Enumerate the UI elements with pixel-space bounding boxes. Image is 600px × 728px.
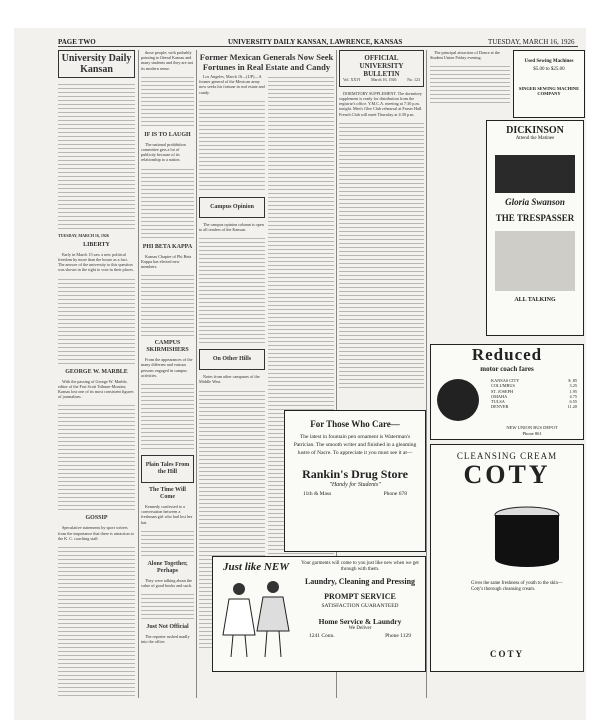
- plain-tales-text-block: [141, 528, 194, 558]
- bus-depot-name: NEW UNION BUS DEPOT: [506, 425, 558, 430]
- feature-heading: PHI BETA KAPPA: [142, 243, 193, 250]
- waterman-ad-headline: For Those Who Care—: [310, 419, 400, 429]
- rankin-store-name: Rankin's Drug Store: [302, 467, 408, 481]
- fare-list: [491, 378, 577, 410]
- just-like-new-text: Just like NEW: [222, 561, 289, 573]
- feature-text-block: [141, 74, 194, 129]
- coty-footer-logo: COTY: [489, 649, 524, 659]
- header-rule: [58, 46, 578, 47]
- coty-brand-name: COTY: [463, 460, 551, 489]
- feature-text: those people; with probably pointing to liberal Kansas and many students and they are not its modern sense.: [141, 50, 193, 71]
- dickinson-theatre-ad: [486, 120, 584, 336]
- fare-price: 3.25: [569, 383, 577, 389]
- news-text-block: [199, 98, 265, 193]
- rankin-drug-store-ad: [284, 410, 426, 552]
- campus-opinion-text: The campus opinion column is open to all readers of the Kansan.: [199, 221, 264, 233]
- rankin-address: 11th & Mass: [303, 491, 332, 497]
- singer-headline: Used Sewing Machines: [524, 59, 574, 64]
- bulletin-title: OFFICIAL UNIVERSITY BULLETIN: [359, 54, 404, 78]
- editorial-text: Speculative statements by sport writers from the importance that there is attraction to the K. C. coaching staff.: [58, 525, 134, 541]
- column-notices: [430, 50, 510, 110]
- plain-tales-text: Kennedy confessed to a conversation between a freshman girl who had lost her hat.: [141, 504, 193, 525]
- fare-price: $ .85: [568, 378, 577, 383]
- column-features: [141, 50, 194, 698]
- other-hills-box: [199, 349, 265, 370]
- theatre-name: DICKINSON: [506, 125, 564, 136]
- reduced-subheadline: motor coach fares: [480, 365, 534, 373]
- bulletin-volume: Vol. XXVI: [343, 77, 361, 82]
- satisfaction-guaranteed: SATISFACTION GUARANTEED: [321, 603, 399, 609]
- fare-city: TULSA: [491, 399, 505, 405]
- editorial-text: With the passing of George W. Marble, editor of the Fort Scott Tribune-Monitor, Kansas lost one of its most consistent figures of journalism.: [58, 378, 134, 400]
- bulletin-text-block: [339, 120, 424, 390]
- editorial-heading: LIBERTY: [83, 241, 110, 248]
- star-name: Gloria Swanson: [505, 197, 565, 207]
- rankin-phone: Phone 678: [383, 491, 407, 497]
- editorial-text-block: [58, 544, 135, 698]
- plain-tales-text: They were talking about the value of good books and such.: [141, 577, 192, 589]
- singer-company: SINGER SEWING MACHINE COMPANY: [518, 86, 580, 96]
- fare-price: 6.55: [569, 399, 577, 405]
- prompt-service: PROMPT SERVICE: [324, 592, 396, 601]
- other-hills-text: Notes from other campuses of the Middle West.: [199, 374, 260, 385]
- column-divider: [426, 50, 427, 698]
- page-number: PAGE TWO: [58, 38, 96, 46]
- other-hills-heading: On Other Hills: [212, 356, 252, 363]
- column-divider: [196, 50, 197, 698]
- fare-price: 4.75: [569, 393, 577, 399]
- news-text: Los Angeles, March 16—(UP)—A former general of the Mexican army now seeks his fortune in real estate and candy.: [199, 74, 265, 95]
- bulletin-number: No. 123: [407, 77, 420, 82]
- masthead-box: [58, 50, 135, 78]
- picture-title: THE TRESPASSER: [495, 213, 575, 223]
- fare-city: ST. JOSEPH: [491, 388, 514, 394]
- plain-tales-heading: Plain Tales From the Hill: [145, 462, 190, 476]
- fare-price: 11.20: [567, 404, 577, 410]
- home-service-laundry-ad: [212, 556, 426, 672]
- column-divider: [138, 50, 139, 698]
- feature-text: The national prohibition committee gets a lot of publicity because of its relationship to a nation.: [141, 141, 186, 163]
- plain-tales-subheading: The Time Will Come: [149, 487, 186, 501]
- notice-text: The principal attraction of Dance at the Student Union Friday evening.: [430, 50, 500, 61]
- editorial-heading: GEORGE W. MARBLE: [65, 368, 128, 375]
- fare-price: 1.95: [569, 388, 577, 394]
- plain-tales-text: The reporter rushed madly into the office.: [141, 634, 190, 645]
- laundry-ad-text: [299, 561, 421, 641]
- feature-text-block: [141, 381, 194, 451]
- singer-sewing-ad: [513, 50, 585, 118]
- campus-opinion-text-block: [199, 235, 265, 345]
- laundry-delivery: We Deliver: [348, 626, 372, 631]
- campus-opinion-box: [199, 197, 265, 218]
- masthead-title: University Daily Kansan: [61, 53, 132, 75]
- plain-tales-text-block: [141, 591, 194, 621]
- laundry-phone: Phone 1129: [385, 633, 411, 639]
- official-bulletin-box: [339, 50, 424, 87]
- notice-text-block: [430, 63, 510, 103]
- singer-prices: $5.00 to $25.00: [533, 67, 565, 72]
- plain-tales-subheading: Just Not Official: [146, 624, 189, 631]
- fare-city: COLUMBUS: [491, 383, 515, 389]
- laundry-business-name: Home Service & Laundry: [318, 617, 402, 626]
- feature-text: Kansas Chapter of Phi Beta Kappa has elected new members.: [141, 253, 192, 270]
- column-bulletin: [339, 50, 424, 390]
- laundry-intro: Your garments will come to you just like new when we get through with them.: [301, 561, 419, 572]
- coty-ad-text: Gives the same freshness of youth to the skin—Coty's thorough cleansing cream.: [471, 581, 563, 592]
- bulletin-text: DORMITORY SUPPLEMENT. The dormitory supplement is ready for distribution from the registrar's office. Y.M.C.A. meeting at 7:30 p.m. tonight. Men's Glee Club rehearsal at Fraser Hall. French Club will meet Thursday at 4:30 p.m.: [339, 90, 423, 117]
- women-figures-illustration: [217, 573, 295, 663]
- cream-jar-illustration: [431, 501, 583, 571]
- feature-text: From the appearances of the many different and various persons engaged in campus activities.: [141, 357, 193, 378]
- editorial-dateline: TUESDAY, MARCH 16, 1926: [58, 233, 109, 238]
- fare-row: [491, 404, 577, 409]
- editorial-text-block: [58, 402, 135, 512]
- feature-heading: CAMPUS SKIRMISHERS: [146, 340, 189, 354]
- plain-tales-subheading: Alone Together, Perhaps: [147, 560, 188, 574]
- staff-listing: [58, 81, 135, 231]
- all-talking-label: ALL TALKING: [514, 297, 556, 303]
- campus-opinion-heading: Campus Opinion: [210, 203, 254, 210]
- editorial-text: Early in March 15 saw a new political freedom by more than the house as a fact. The answer of the university to this question was shown in the right to vote in their places.: [58, 251, 135, 273]
- waterman-ad-text: The latest in fountain pen ornament is Waterman's Patrician. The smooth writer and finished in a gleaming lustre of Nacre. To appreciate it you must see it at—: [293, 434, 417, 456]
- reduced-headline: Reduced: [471, 345, 543, 364]
- laundry-address: 1241 Conn.: [309, 633, 335, 639]
- newspaper-title: UNIVERSITY DAILY KANSAN, LAWRENCE, KANSAS: [228, 38, 403, 46]
- feature-text-block: [141, 166, 194, 241]
- star-portrait: [495, 155, 575, 193]
- issue-date: TUESDAY, MARCH 16, 1926: [488, 38, 575, 46]
- bus-line-logo-icon: [437, 379, 479, 421]
- plain-tales-box: [141, 455, 194, 483]
- reduced-fares-ad: [430, 344, 584, 440]
- editorial-heading: GOSSIP: [85, 515, 108, 522]
- rankin-tagline: "Handy for Students": [329, 482, 381, 488]
- bulletin-date: March 16, 1926: [371, 77, 397, 82]
- editorial-text-block: [58, 276, 135, 366]
- feature-heading: IF IS TO LAUGH: [144, 131, 191, 138]
- coty-product-name: CLEANSING CREAM: [456, 451, 558, 461]
- fare-city: KANSAS CITY: [491, 378, 520, 383]
- fare-city: DENVER: [491, 404, 509, 410]
- coty-cleansing-cream-ad: [430, 444, 584, 672]
- feature-text-block: [141, 272, 194, 337]
- column-editorials: [58, 50, 135, 698]
- bus-depot-phone: Phone 861: [522, 431, 542, 436]
- laundry-illustration: [217, 561, 295, 667]
- fare-city: OMAHA: [491, 393, 508, 399]
- theatre-subline: Attend the Matinee: [515, 136, 555, 141]
- laundry-services: Laundry, Cleaning and Pressing: [304, 577, 416, 586]
- news-headline: Former Mexican Generals Now Seek Fortunes in Real Estate and Candy: [199, 52, 334, 72]
- movie-still-image: [495, 231, 575, 291]
